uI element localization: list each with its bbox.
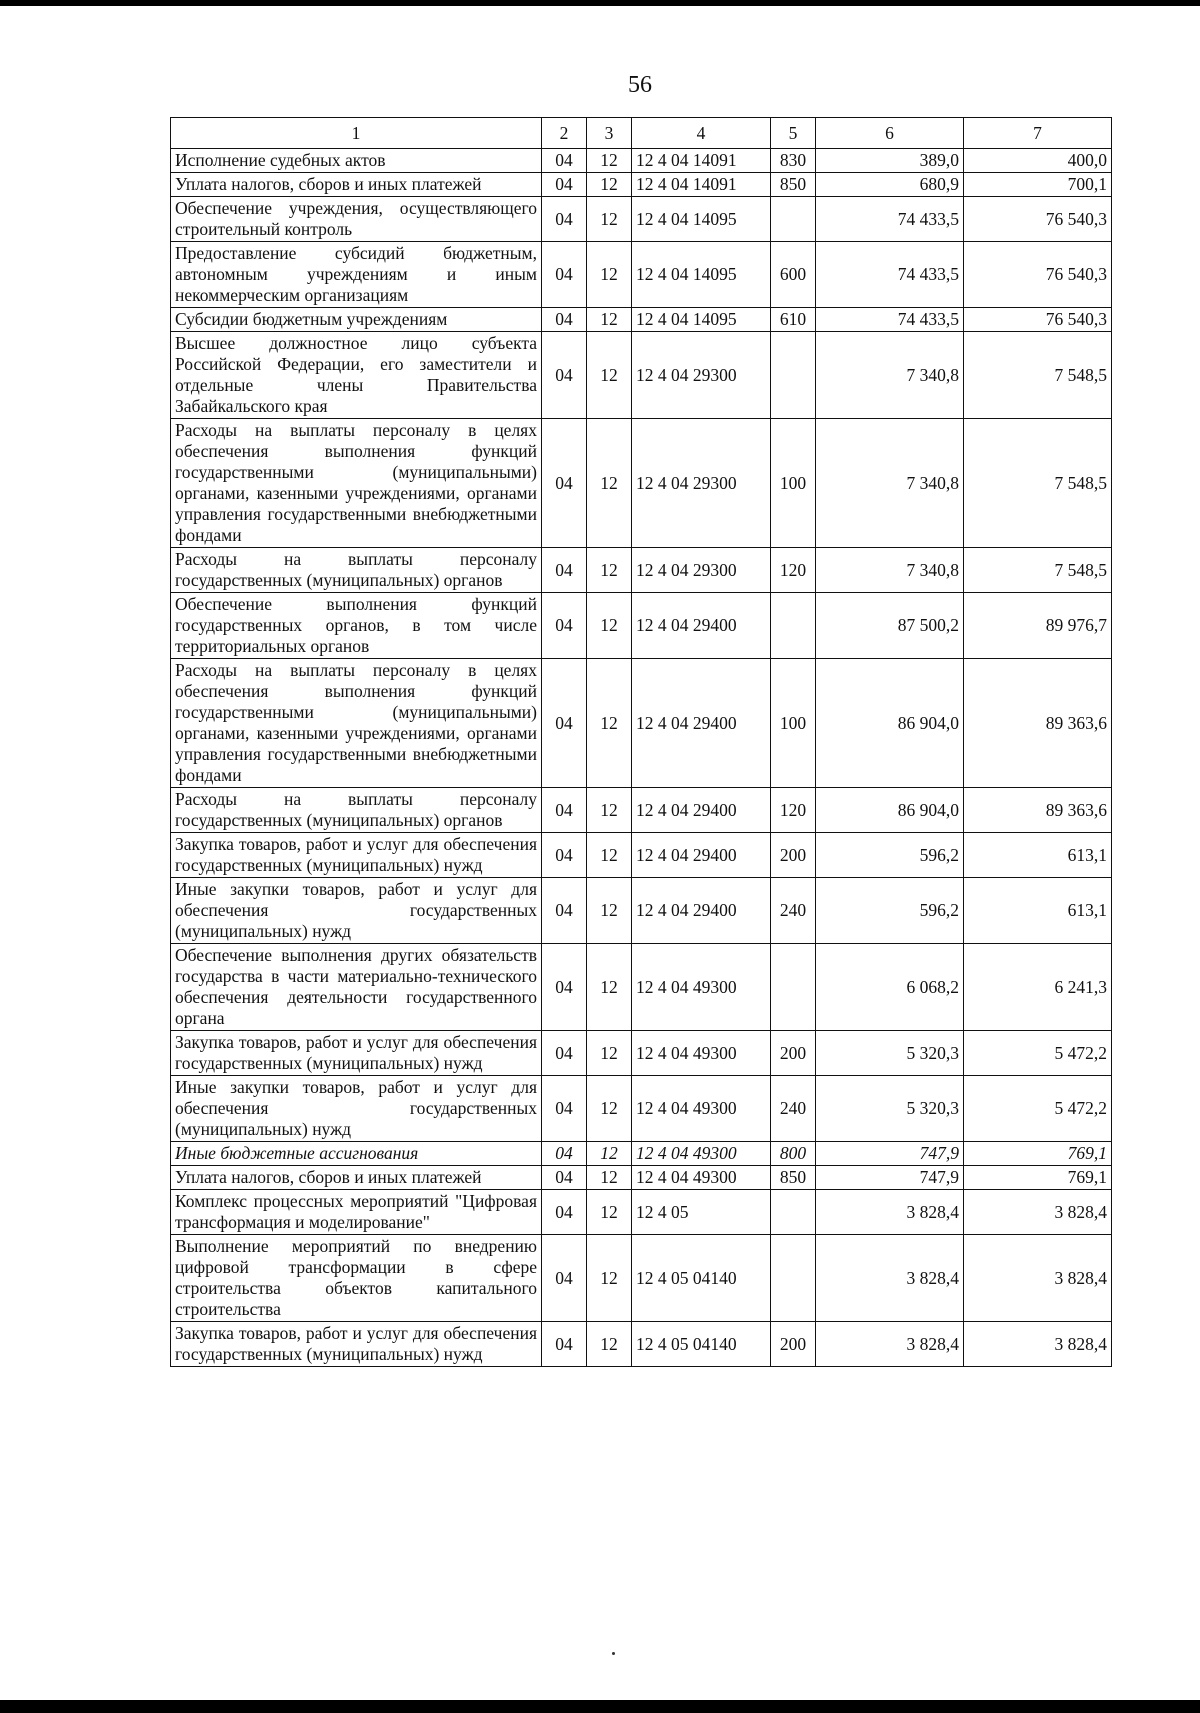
scan-border-top (0, 0, 1200, 6)
target-article-cell: 12 4 04 49300 (632, 1031, 771, 1076)
target-article-cell: 12 4 04 29300 (632, 419, 771, 548)
expense-type-cell: 120 (771, 788, 816, 833)
table-row (171, 332, 1112, 419)
section-code-cell: 04 (542, 659, 587, 788)
subsection-code-cell: 12 (587, 833, 632, 878)
amount-year2-cell: 769,1 (964, 1142, 1112, 1166)
expense-type-cell: 100 (771, 419, 816, 548)
amount-year2-cell: 76 540,3 (964, 308, 1112, 332)
section-code-cell: 04 (542, 944, 587, 1031)
header-cell: 6 (816, 118, 964, 149)
subsection-code-cell: 12 (587, 1190, 632, 1235)
table-row (171, 1031, 1112, 1076)
amount-year1-cell: 74 433,5 (816, 308, 964, 332)
header-cell: 7 (964, 118, 1112, 149)
row-name-cell: Субсидии бюджетным учреждениям (171, 308, 542, 332)
amount-year1-cell: 86 904,0 (816, 659, 964, 788)
section-code-cell: 04 (542, 593, 587, 659)
amount-year2-cell: 76 540,3 (964, 242, 1112, 308)
section-code-cell: 04 (542, 833, 587, 878)
target-article-cell: 12 4 04 29400 (632, 833, 771, 878)
header-cell: 1 (171, 118, 542, 149)
subsection-code-cell: 12 (587, 1166, 632, 1190)
amount-year1-cell: 7 340,8 (816, 332, 964, 419)
amount-year1-cell: 87 500,2 (816, 593, 964, 659)
section-code-cell: 04 (542, 308, 587, 332)
expense-type-cell: 850 (771, 173, 816, 197)
row-name-cell: Иные закупки товаров, работ и услуг для обеспечения государственных (муниципальных) нужд (171, 878, 542, 944)
amount-year2-cell: 7 548,5 (964, 332, 1112, 419)
row-name-cell: Закупка товаров, работ и услуг для обеспечения государственных (муниципальных) нужд (171, 1031, 542, 1076)
amount-year1-cell: 3 828,4 (816, 1190, 964, 1235)
table-row (171, 1076, 1112, 1142)
amount-year1-cell: 7 340,8 (816, 548, 964, 593)
header-cell: 4 (632, 118, 771, 149)
row-name-cell: Высшее должностное лицо субъекта Российской Федерации, его заместители и отдельные члены Правительства Забайкальского края (171, 332, 542, 419)
row-name-cell: Закупка товаров, работ и услуг для обеспечения государственных (муниципальных) нужд (171, 833, 542, 878)
amount-year2-cell: 7 548,5 (964, 548, 1112, 593)
amount-year1-cell: 680,9 (816, 173, 964, 197)
table-row (171, 419, 1112, 548)
section-code-cell: 04 (542, 332, 587, 419)
target-article-cell: 12 4 04 29400 (632, 593, 771, 659)
subsection-code-cell: 12 (587, 173, 632, 197)
table-row (171, 1142, 1112, 1166)
scan-border-bottom (0, 1700, 1200, 1713)
section-code-cell: 04 (542, 1031, 587, 1076)
amount-year2-cell: 3 828,4 (964, 1235, 1112, 1322)
section-code-cell: 04 (542, 242, 587, 308)
amount-year2-cell: 613,1 (964, 878, 1112, 944)
table-row (171, 878, 1112, 944)
page-number: 56 (628, 72, 652, 98)
target-article-cell: 12 4 04 29400 (632, 659, 771, 788)
table-row (171, 593, 1112, 659)
target-article-cell: 12 4 04 14091 (632, 149, 771, 173)
amount-year2-cell: 613,1 (964, 833, 1112, 878)
subsection-code-cell: 12 (587, 788, 632, 833)
expense-type-cell: 200 (771, 1322, 816, 1367)
section-code-cell: 04 (542, 197, 587, 242)
subsection-code-cell: 12 (587, 1322, 632, 1367)
subsection-code-cell: 12 (587, 1142, 632, 1166)
row-name-cell: Исполнение судебных актов (171, 149, 542, 173)
section-code-cell: 04 (542, 548, 587, 593)
subsection-code-cell: 12 (587, 308, 632, 332)
table-row (171, 1322, 1112, 1367)
section-code-cell: 04 (542, 1076, 587, 1142)
amount-year2-cell: 89 363,6 (964, 788, 1112, 833)
expense-type-cell: 600 (771, 242, 816, 308)
section-code-cell: 04 (542, 1235, 587, 1322)
expense-type-cell (771, 197, 816, 242)
target-article-cell: 12 4 05 04140 (632, 1235, 771, 1322)
amount-year2-cell: 7 548,5 (964, 419, 1112, 548)
subsection-code-cell: 12 (587, 1235, 632, 1322)
row-name-cell: Уплата налогов, сборов и иных платежей (171, 173, 542, 197)
expense-type-cell (771, 944, 816, 1031)
section-code-cell: 04 (542, 419, 587, 548)
subsection-code-cell: 12 (587, 1031, 632, 1076)
amount-year1-cell: 747,9 (816, 1142, 964, 1166)
amount-year1-cell: 3 828,4 (816, 1322, 964, 1367)
target-article-cell: 12 4 04 29300 (632, 332, 771, 419)
table-body (171, 149, 1112, 1367)
amount-year1-cell: 3 828,4 (816, 1235, 964, 1322)
section-code-cell: 04 (542, 1190, 587, 1235)
table-row (171, 548, 1112, 593)
table-row (171, 1166, 1112, 1190)
target-article-cell: 12 4 04 14095 (632, 197, 771, 242)
amount-year2-cell: 89 976,7 (964, 593, 1112, 659)
subsection-code-cell: 12 (587, 419, 632, 548)
amount-year2-cell: 3 828,4 (964, 1190, 1112, 1235)
section-code-cell: 04 (542, 878, 587, 944)
row-name-cell: Выполнение мероприятий по внедрению цифровой трансформации в сфере строительства объектов капитального строительства (171, 1235, 542, 1322)
row-name-cell: Закупка товаров, работ и услуг для обеспечения государственных (муниципальных) нужд (171, 1322, 542, 1367)
table-row (171, 149, 1112, 173)
table-row (171, 197, 1112, 242)
subsection-code-cell: 12 (587, 197, 632, 242)
row-name-cell: Обеспечение учреждения, осуществляющего строительный контроль (171, 197, 542, 242)
expense-type-cell (771, 1190, 816, 1235)
subsection-code-cell: 12 (587, 548, 632, 593)
expense-type-cell: 200 (771, 833, 816, 878)
amount-year1-cell: 596,2 (816, 878, 964, 944)
target-article-cell: 12 4 05 (632, 1190, 771, 1235)
section-code-cell: 04 (542, 173, 587, 197)
subsection-code-cell: 12 (587, 878, 632, 944)
target-article-cell: 12 4 05 04140 (632, 1322, 771, 1367)
target-article-cell: 12 4 04 29400 (632, 878, 771, 944)
row-name-cell: Обеспечение выполнения других обязательств государства в части материально-технического обеспечения деятельности государственного органа (171, 944, 542, 1031)
amount-year2-cell: 5 472,2 (964, 1031, 1112, 1076)
table-row (171, 833, 1112, 878)
expense-type-cell: 200 (771, 1031, 816, 1076)
amount-year2-cell: 6 241,3 (964, 944, 1112, 1031)
expense-type-cell: 100 (771, 659, 816, 788)
row-name-cell: Расходы на выплаты персоналу в целях обеспечения выполнения функций государственными (муниципальными) органами, казенными учреждениями, органами управления государственными внебюджетными фондами (171, 419, 542, 548)
table-row (171, 788, 1112, 833)
table-row (171, 944, 1112, 1031)
expense-type-cell: 120 (771, 548, 816, 593)
subsection-code-cell: 12 (587, 593, 632, 659)
subsection-code-cell: 12 (587, 242, 632, 308)
amount-year1-cell: 747,9 (816, 1166, 964, 1190)
row-name-cell: Иные бюджетные ассигнования (171, 1142, 542, 1166)
row-name-cell: Уплата налогов, сборов и иных платежей (171, 1166, 542, 1190)
table-row (171, 173, 1112, 197)
expense-type-cell: 240 (771, 878, 816, 944)
amount-year1-cell: 86 904,0 (816, 788, 964, 833)
table-row (171, 1190, 1112, 1235)
expense-type-cell: 800 (771, 1142, 816, 1166)
row-name-cell: Предоставление субсидий бюджетным, автономным учреждениям и иным некоммерческим организациям (171, 242, 542, 308)
table-row (171, 1235, 1112, 1322)
table-header-row (171, 118, 1112, 149)
target-article-cell: 12 4 04 49300 (632, 1142, 771, 1166)
section-code-cell: 04 (542, 149, 587, 173)
target-article-cell: 12 4 04 14091 (632, 173, 771, 197)
table-row (171, 308, 1112, 332)
amount-year1-cell: 6 068,2 (816, 944, 964, 1031)
amount-year1-cell: 389,0 (816, 149, 964, 173)
target-article-cell: 12 4 04 14095 (632, 242, 771, 308)
amount-year2-cell: 769,1 (964, 1166, 1112, 1190)
budget-table (170, 117, 1112, 1367)
amount-year1-cell: 7 340,8 (816, 419, 964, 548)
header-cell: 2 (542, 118, 587, 149)
row-name-cell: Расходы на выплаты персоналу государственных (муниципальных) органов (171, 788, 542, 833)
target-article-cell: 12 4 04 29400 (632, 788, 771, 833)
header-cell: 5 (771, 118, 816, 149)
amount-year2-cell: 5 472,2 (964, 1076, 1112, 1142)
expense-type-cell: 850 (771, 1166, 816, 1190)
amount-year1-cell: 74 433,5 (816, 242, 964, 308)
expense-type-cell (771, 332, 816, 419)
amount-year1-cell: 5 320,3 (816, 1076, 964, 1142)
target-article-cell: 12 4 04 14095 (632, 308, 771, 332)
row-name-cell: Расходы на выплаты персоналу в целях обеспечения выполнения функций государственными (муниципальными) органами, казенными учреждениями, органами управления государственными внебюджетными фондами (171, 659, 542, 788)
amount-year1-cell: 596,2 (816, 833, 964, 878)
table-row (171, 659, 1112, 788)
row-name-cell: Расходы на выплаты персоналу государственных (муниципальных) органов (171, 548, 542, 593)
section-code-cell: 04 (542, 1322, 587, 1367)
subsection-code-cell: 12 (587, 659, 632, 788)
amount-year1-cell: 5 320,3 (816, 1031, 964, 1076)
target-article-cell: 12 4 04 49300 (632, 944, 771, 1031)
target-article-cell: 12 4 04 49300 (632, 1076, 771, 1142)
section-code-cell: 04 (542, 1142, 587, 1166)
target-article-cell: 12 4 04 29300 (632, 548, 771, 593)
amount-year2-cell: 89 363,6 (964, 659, 1112, 788)
amount-year2-cell: 76 540,3 (964, 197, 1112, 242)
amount-year2-cell: 400,0 (964, 149, 1112, 173)
table-row (171, 242, 1112, 308)
section-code-cell: 04 (542, 1166, 587, 1190)
target-article-cell: 12 4 04 49300 (632, 1166, 771, 1190)
subsection-code-cell: 12 (587, 149, 632, 173)
expense-type-cell (771, 1235, 816, 1322)
row-name-cell: Комплекс процессных мероприятий "Цифровая трансформация и моделирование" (171, 1190, 542, 1235)
expense-type-cell: 240 (771, 1076, 816, 1142)
amount-year2-cell: 700,1 (964, 173, 1112, 197)
row-name-cell: Иные закупки товаров, работ и услуг для обеспечения государственных (муниципальных) нужд (171, 1076, 542, 1142)
section-code-cell: 04 (542, 788, 587, 833)
expense-type-cell: 610 (771, 308, 816, 332)
amount-year2-cell: 3 828,4 (964, 1322, 1112, 1367)
amount-year1-cell: 74 433,5 (816, 197, 964, 242)
expense-type-cell (771, 593, 816, 659)
header-cell: 3 (587, 118, 632, 149)
scan-dot (612, 1652, 615, 1655)
row-name-cell: Обеспечение выполнения функций государственных органов, в том числе территориальных органов (171, 593, 542, 659)
expense-type-cell: 830 (771, 149, 816, 173)
subsection-code-cell: 12 (587, 1076, 632, 1142)
subsection-code-cell: 12 (587, 944, 632, 1031)
subsection-code-cell: 12 (587, 332, 632, 419)
